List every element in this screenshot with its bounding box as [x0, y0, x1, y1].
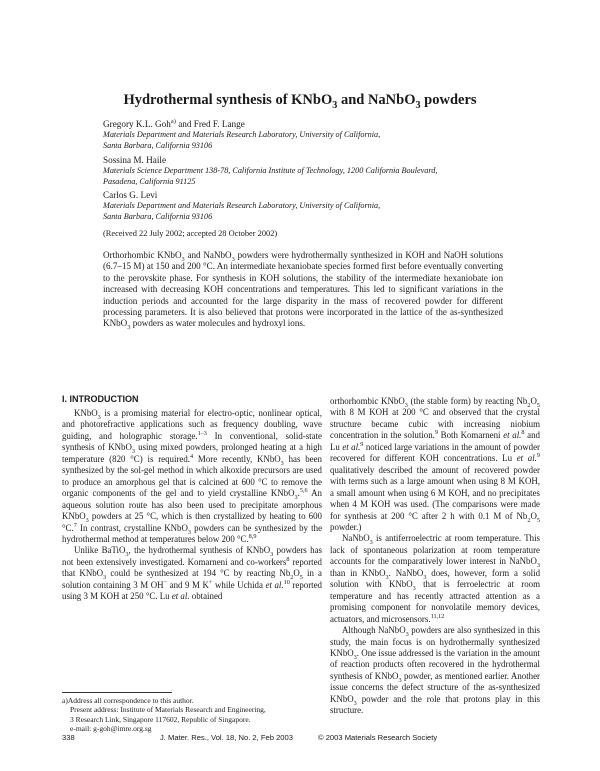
abstract: Orthorhombic KNbO$_3$ and NaNbO$_3$ powders were hydrothermally synthesized in KOH and NaOH solutions (6.7–15 M) at 150 and 200 °C. An intermediate hexaniobate species formed first before eventually converting to the perovskite phase. For synthesis in KOH solutions, the stability of the intermediate hexaniobate ion increased with decreasing KOH concentrations and temperatures. This led to significant variations in the induction periods and accounted for the large disparity in the mass of recovered powder for different processing parameters. It is also believed that protons were incorporated in the lattice of the as-synthesized KNbO$_3$ powders as water molecules and hydroxyl ions. — [103, 250, 504, 332]
intro-paragraph-2: Unlike BaTiO$_3$, the hydrothermal synthesis of KNbO$_3$ powders has not been extensively investigated. Komarneni and co-workers$^8$ reported that KNbO$_3$ could be synthesized at 194 °C by reacting $Nb_2O_5$ in a solution containing 3 M OH− and 9 M K+ while Uchida et al.$^{10}$ reported using 3 M KOH at 250 °C. Lu et al. obtained — [62, 545, 322, 602]
right-column — [330, 396, 540, 717]
intro-paragraph-5: Although NaNbO$_3$ powders are also synthesized in this study, the main focus is on hydrothermally synthesized KNbO$_3$. One issue addressed is the variation in the amount of reaction products often recovered in the hydrothermal synthesis of KNbO$_3$ powder, as mentioned earlier. Another issue concerns the defect structure of the as-synthesized KNbO$_3$ powder and the role that protons play in this structure. — [330, 625, 540, 716]
section-heading: I. INTRODUCTION — [62, 394, 139, 404]
received-dates: (Received 22 July 2002; accepted 28 October 2002) — [103, 229, 278, 238]
intro-paragraph-3: orthorhombic KNbO$_3$ (the stable form) by reacting $Nb_2O_5$ with 8 M KOH at 200 °C and observed that the crystal structure became cubic with increasing niobium concentration in the solution.$^9$ Both Komarneni et al.$^8$ and Lu et al.$^9$ noticed large variations in the amount of powder recovered for different KOH concentrations. Lu et al.$^9$ qualitatively described the amount of recovered powder with terms such as a large amount when using 8 M KOH, a small amount when using 6 M KOH, and no precipitates when 4 M KOH was used. (The comparisons were made for synthesis at 200 °C after 2 h with 0.1 M of $Nb_2O_5$ powder.) — [330, 396, 541, 532]
footnote-rule — [62, 692, 172, 693]
page-number: 338 — [62, 733, 75, 742]
affiliation-3: Materials Department and Materials Research Laboratory, University of California, Santa Barbara, California 93106 — [103, 201, 381, 221]
footnote: a)Address all correspondence to this author. Present address: Institute of Materials Research and Engineering, 3 Research Link, Singapore 117602, Republic of Singapore. e-mail: g-goh@imre.org.sg — [62, 696, 266, 734]
intro-paragraph-1: KNbO$_3$ is a promising material for electro-optic, nonlinear optical, and photorefractive applications such as frequency doubling, wave guiding, and holographic storage.$^{1-3}$ In conventional, solid-state synthesis of KNbO$_3$ using mixed powders, prolonged heating at a high temperature (820 °C) is required.$^4$ More recently, KNbO$_3$ has been synthesized by the sol-gel method in which alkoxide precursors are used to produce an amorphous gel that is calcined at 600 °C to remove the organic components of the gel and to yield crystalline KNbO$_3$.$^{5,6}$ An aqueous solution route has also been used to precipitate amorphous KNbO$_3$ powders at 25 °C, which is then crystallized by heating to 600 °C.$^7$ In contrast, crystalline KNbO$_3$ powders can be synthesized by the hydrothermal method at temperatures below 200 °C.$^{8,9}$ — [62, 408, 323, 544]
journal-citation: J. Mater. Res., Vol. 18, No. 2, Feb 2003 — [160, 733, 293, 742]
author-line-3: Carlos G. Levi — [103, 190, 158, 200]
author-line-2: Sossina M. Haile — [103, 155, 167, 165]
intro-paragraph-4: NaNbO$_3$ is antiferroelectric at room temperature. This lack of spontaneous polarization at room temperature accounts for the comparatively lower interest in NaNbO$_3$ than in KNbO$_3$. NaNbO$_3$ does, however, form a solid solution with KNbO$_3$ that is ferroelectric at room temperature and has recently attracted attention as a promising component for nonvolatile memory devices, actuators, and microsensors.$^{11,12}$ — [330, 533, 541, 624]
left-column — [62, 408, 322, 603]
paper-title: Hydrothermal synthesis of KNbO$_3$ and NaNbO$_3$ powders — [123, 92, 477, 111]
copyright: © 2003 Materials Research Society — [318, 733, 438, 742]
author-line-1: Gregory K.L. Goh$^{a)}$ and Fred F. Lange — [103, 117, 245, 129]
affiliation-2: Materials Science Department 138-78, California Institute of Technology, 1200 California Boulevard, Pasadena, California 91125 — [103, 166, 438, 186]
affiliation-1: Materials Department and Materials Research Laboratory, University of California, Santa Barbara, California 93106 — [103, 130, 381, 150]
